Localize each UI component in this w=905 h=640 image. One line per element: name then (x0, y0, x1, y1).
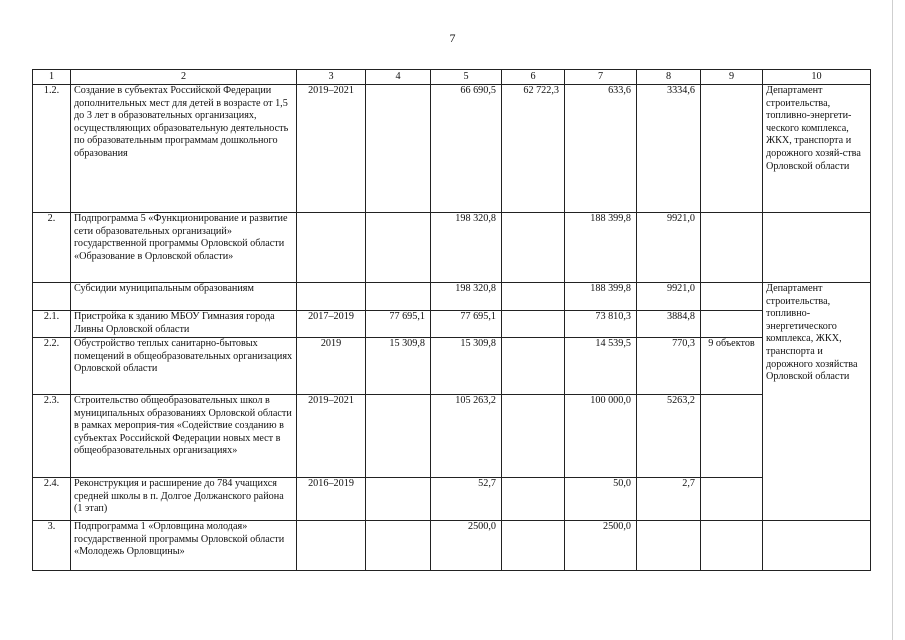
row-c4 (366, 521, 431, 571)
row-c9: 9 объектов (701, 338, 763, 395)
row-number: 3. (33, 521, 71, 571)
row-c5: 52,7 (431, 478, 502, 521)
header-cell: 6 (502, 70, 565, 85)
row-c8: 9921,0 (637, 213, 701, 283)
row-c9 (701, 283, 763, 311)
header-cell: 5 (431, 70, 502, 85)
table-row (33, 521, 871, 571)
row-c8: 770,3 (637, 338, 701, 395)
row-name: Строительство общеобразовательных школ в муниципальных образованиях Орловской области в рамках мероприя-тия «Содействие созданию в субъектах Российской Федерации новых мест в общеобразовательных организациях» (71, 395, 297, 478)
row-c4 (366, 478, 431, 521)
row-period: 2019 (297, 338, 366, 395)
row-period: 2017–2019 (297, 311, 366, 338)
row-responsible (763, 521, 871, 571)
row-period (297, 283, 366, 311)
row-c9 (701, 85, 763, 213)
row-number: 2. (33, 213, 71, 283)
row-name: Пристройка к зданию МБОУ Гимназия города Ливны Орловской области (71, 311, 297, 338)
row-c7: 2500,0 (565, 521, 637, 571)
row-number: 1.2. (33, 85, 71, 213)
table-row (33, 213, 871, 283)
row-c4 (366, 395, 431, 478)
row-c6 (502, 311, 565, 338)
header-cell: 10 (763, 70, 871, 85)
table-row (33, 395, 871, 478)
row-c7: 188 399,8 (565, 283, 637, 311)
row-c7: 73 810,3 (565, 311, 637, 338)
header-cell: 4 (366, 70, 431, 85)
row-c7: 14 539,5 (565, 338, 637, 395)
header-row (33, 70, 871, 85)
row-c6 (502, 338, 565, 395)
row-c5: 2500,0 (431, 521, 502, 571)
row-number: 2.2. (33, 338, 71, 395)
row-c9 (701, 521, 763, 571)
row-name: Подпрограмма 5 «Функционирование и развитие сети образовательных организаций» государственной программы Орловской области «Образование в Орловской области» (71, 213, 297, 283)
header-cell: 1 (33, 70, 71, 85)
table-row (33, 85, 871, 213)
row-c9 (701, 478, 763, 521)
header-cell: 3 (297, 70, 366, 85)
row-c6 (502, 478, 565, 521)
row-number: 2.3. (33, 395, 71, 478)
header-cell: 2 (71, 70, 297, 85)
row-period (297, 521, 366, 571)
table-row (33, 338, 871, 395)
row-name: Реконструкция и расширение до 784 учащихся средней школы в п. Долгое Должанского района (1 этап) (71, 478, 297, 521)
row-c8: 9921,0 (637, 283, 701, 311)
row-period: 2019–2021 (297, 395, 366, 478)
row-name: Субсидии муниципальным образованиям (71, 283, 297, 311)
row-c6 (502, 395, 565, 478)
row-c4 (366, 213, 431, 283)
row-c5: 77 695,1 (431, 311, 502, 338)
row-number (33, 283, 71, 311)
row-c8 (637, 521, 701, 571)
row-c4: 15 309,8 (366, 338, 431, 395)
row-c7: 188 399,8 (565, 213, 637, 283)
row-c9 (701, 213, 763, 283)
row-c7: 50,0 (565, 478, 637, 521)
row-c5: 105 263,2 (431, 395, 502, 478)
row-responsible (763, 213, 871, 283)
row-name: Подпрограмма 1 «Орловщина молодая» государственной программы Орловской области «Молодежь Орловщины» (71, 521, 297, 571)
row-c4 (366, 283, 431, 311)
row-c5: 66 690,5 (431, 85, 502, 213)
row-c5: 15 309,8 (431, 338, 502, 395)
header-cell: 9 (701, 70, 763, 85)
row-c6 (502, 283, 565, 311)
row-period: 2019–2021 (297, 85, 366, 213)
row-number: 2.1. (33, 311, 71, 338)
table-row (33, 311, 871, 338)
row-c6: 62 722,3 (502, 85, 565, 213)
table-row (33, 283, 871, 311)
row-c9 (701, 311, 763, 338)
row-number: 2.4. (33, 478, 71, 521)
header-cell: 7 (565, 70, 637, 85)
table-row (33, 478, 871, 521)
row-responsible: Департамент строительства, топливно-энергети-ческого комплекса, ЖКХ, транспорта и дорожного хозяй-ства Орловской области (763, 85, 871, 213)
row-responsible: Департамент строительства, топливно-энергетического комплекса, ЖКХ, транспорта и дорожного хозяйства Орловской области (763, 283, 871, 521)
scan-edge-line (892, 0, 893, 640)
row-c7: 633,6 (565, 85, 637, 213)
page-number: 7 (449, 31, 456, 45)
program-table (32, 69, 871, 571)
header-cell: 8 (637, 70, 701, 85)
row-c7: 100 000,0 (565, 395, 637, 478)
row-c6 (502, 213, 565, 283)
row-name: Создание в субъектах Российской Федерации дополнительных мест для детей в возрасте от 1,5 до 3 лет в образовательных организациях, осуществляющих образовательную деятельность по образовательным программам дошкольного образования (71, 85, 297, 213)
row-c5: 198 320,8 (431, 213, 502, 283)
row-c8: 5263,2 (637, 395, 701, 478)
row-period (297, 213, 366, 283)
row-c8: 3334,6 (637, 85, 701, 213)
row-c9 (701, 395, 763, 478)
row-c5: 198 320,8 (431, 283, 502, 311)
row-c8: 3884,8 (637, 311, 701, 338)
row-c4 (366, 85, 431, 213)
row-c8: 2,7 (637, 478, 701, 521)
row-name: Обустройство теплых санитарно-бытовых помещений в общеобразовательных организациях Орловской области (71, 338, 297, 395)
row-c4: 77 695,1 (366, 311, 431, 338)
row-c6 (502, 521, 565, 571)
row-period: 2016–2019 (297, 478, 366, 521)
